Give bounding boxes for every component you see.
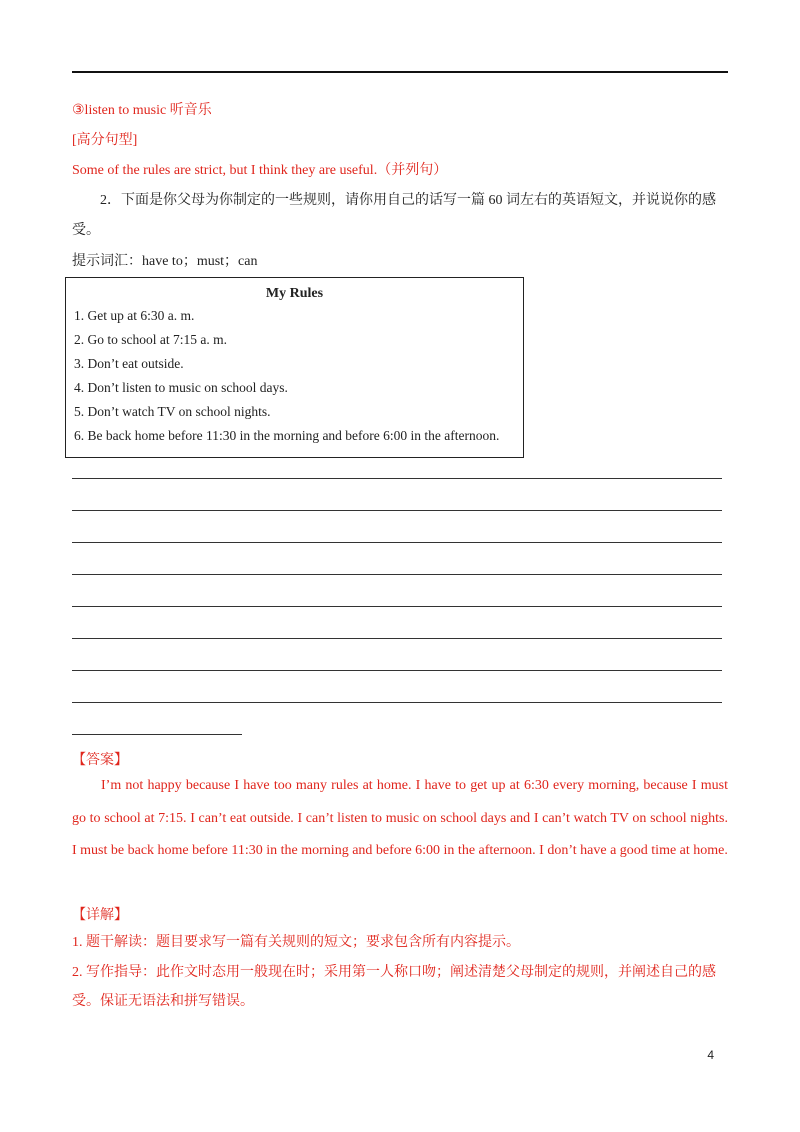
rule-item: 6. Be back home before 11:30 in the morning and before 6:00 in the afternoon. <box>74 428 500 443</box>
question-prompt-line1: 2．下面是你父母为你制定的一些规则，请你用自己的话写一篇 60 词左右的英语短文，并说说你的感 <box>100 193 716 208</box>
question-prompt-line2: 受。 <box>72 223 100 238</box>
answer-text: I’m not happy because I have too many rules at home. I have to get up at 6:30 every morning, because I must go to school at 7:15. I can’t eat outside. I can’t listen to music on school days and I can’t watch TV on school nights. I must be back home before 11:30 in the morning and before 6:00 in the afternoon. I don’t have a good time at home. <box>72 778 728 858</box>
writing-line <box>72 510 722 511</box>
rule-item: 3. Don’t eat outside. <box>74 356 184 371</box>
writing-line <box>72 574 722 575</box>
rules-box <box>65 277 524 458</box>
detail-item-2: 2. 写作指导：此作文时态用一般现在时；采用第一人称口吻；阐述清楚父母制定的规则，并阐述自己的感受。保证无语法和拼写错误。 <box>72 965 716 1009</box>
rule-item: 4. Don’t listen to music on school days. <box>74 380 288 395</box>
writing-line <box>72 670 722 671</box>
writing-line <box>72 478 722 479</box>
writing-line <box>72 638 722 639</box>
answer-label: 【答案】 <box>72 753 128 768</box>
writing-line <box>72 702 722 703</box>
hint-words: 提示词汇：have to；must；can <box>72 254 258 269</box>
detail-item-1: 1. 题干解读：题目要求写一篇有关规则的短文；要求包含所有内容提示。 <box>72 935 520 950</box>
example-sentence: Some of the rules are strict, but I think they are useful.（并列句） <box>72 163 448 178</box>
detail-label: 【详解】 <box>72 908 128 923</box>
section-label: [高分句型] <box>72 133 138 148</box>
rules-title: My Rules <box>265 286 324 301</box>
page-number: 4 <box>707 1048 714 1062</box>
writing-line <box>72 542 722 543</box>
writing-line-short <box>72 734 242 735</box>
header-rule <box>72 71 728 73</box>
writing-line <box>72 606 722 607</box>
rule-item: 5. Don’t watch TV on school nights. <box>74 404 271 419</box>
rule-item: 2. Go to school at 7:15 a. m. <box>74 332 227 347</box>
rule-item: 1. Get up at 6:30 a. m. <box>74 308 195 323</box>
vocab-item: ③listen to music 听音乐 <box>72 103 212 118</box>
